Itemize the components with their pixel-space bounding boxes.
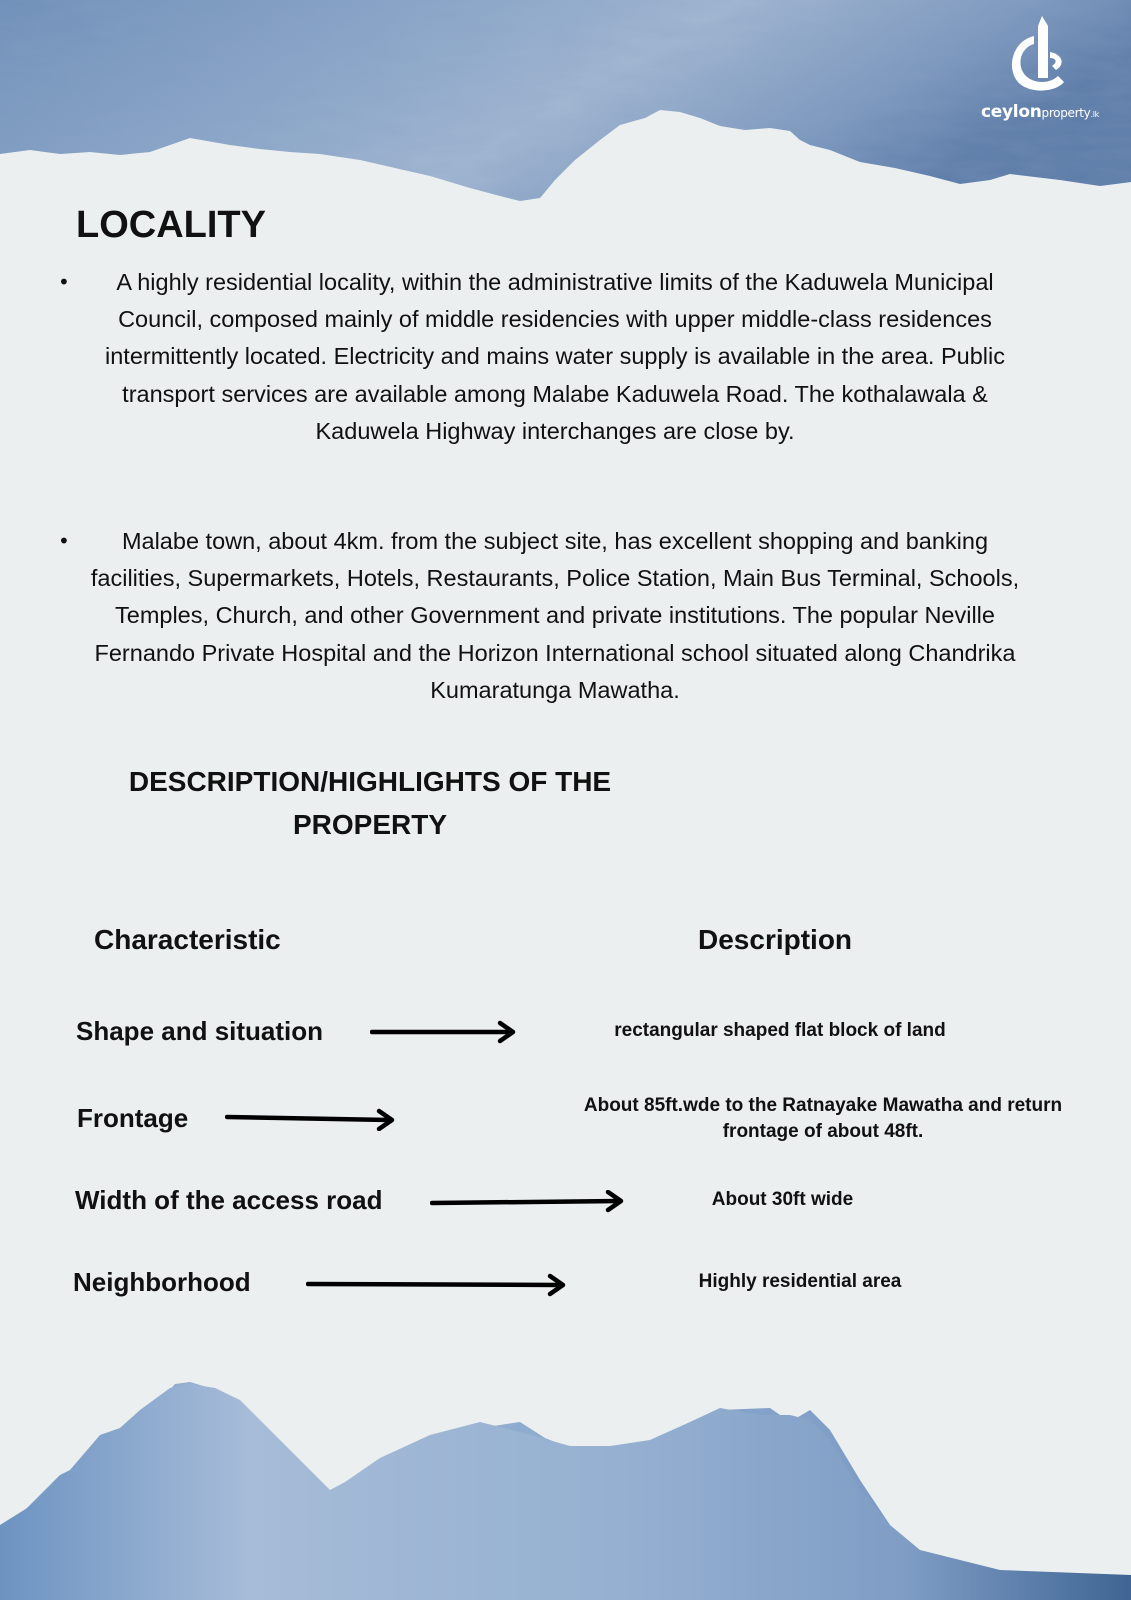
locality-paragraph-2: Malabe town, about 4km. from the subject site, has excellent shopping and banking facilities, Supermarkets, Hotels, Restaurants, Police Station, Main Bus Terminal, Schools, Temples, Church, and other Government and private institutions. The popular Neville Fernando Private Hospital and the Horizon International school situated along Chandrika Kumaratunga Mawatha. [90, 528, 1020, 703]
bullet-marker: • [58, 529, 70, 553]
highlights-heading-line1: DESCRIPTION/HIGHLIGHTS OF THE [128, 766, 612, 797]
row-description: Highly residential area [698, 1271, 902, 1292]
arrow-right-icon [370, 1020, 518, 1044]
arrow-right-icon [306, 1273, 568, 1297]
arrow-right-icon [225, 1107, 397, 1131]
locality-heading: LOCALITY [76, 204, 266, 246]
logo-name-tld: .lk [1090, 110, 1099, 119]
row-description: About 30ft wide [711, 1189, 854, 1210]
bottom-mountains-shape [0, 1360, 1131, 1600]
row-characteristic: Shape and situation [76, 1016, 324, 1046]
row-characteristic: Neighborhood [73, 1267, 251, 1297]
highlights-heading-line2: PROPERTY [292, 809, 448, 840]
arrow-right-icon [430, 1190, 626, 1214]
highlights-heading [90, 760, 650, 846]
bullet-marker: • [58, 270, 70, 294]
row-characteristic: Frontage [77, 1103, 189, 1133]
ceylonproperty-logo-icon [1000, 12, 1080, 100]
row-characteristic: Width of the access road [75, 1185, 383, 1215]
locality-paragraph-1: A highly residential locality, within the administrative limits of the Kaduwela Municipal Council, composed mainly of middle residencies with upper middle-class residences intermittently located. Electricity and mains water supply is available in the area. Public transport services are available among Malabe Kaduwela Road. The kothalawala & Kaduwela Highway interchanges are close by. [105, 269, 1005, 444]
ceylonproperty-logo[interactable] [955, 12, 1125, 130]
logo-name-sub: property [1041, 106, 1091, 120]
column-header-description: Description [698, 924, 853, 955]
logo-wordmark [955, 102, 1125, 122]
logo-name-main: ceylon [981, 102, 1042, 122]
column-header-characteristic: Characteristic [94, 924, 281, 955]
row-description: rectangular shaped flat block of land [614, 1020, 946, 1041]
row-description: About 85ft.wde to the Ratnayake Mawatha and return frontage of about 48ft. [583, 1095, 1063, 1142]
